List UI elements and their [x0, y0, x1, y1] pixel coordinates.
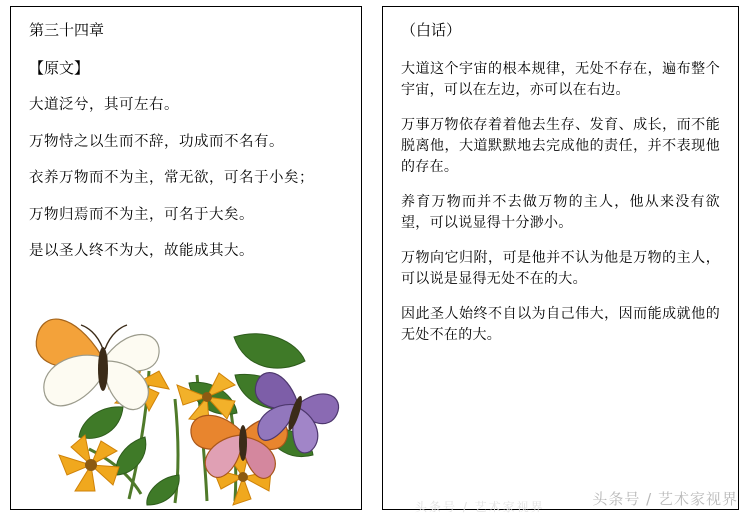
verse-line: 是以圣人终不为大，故能成其大。: [29, 243, 254, 260]
watermark: 头条号 / 艺术家视界: [592, 490, 738, 508]
vernacular-text-label: （白话）: [401, 21, 462, 39]
paragraph: 万事万物依存着着他去生存、发育、成长，而不能脱离他，大道默默地去完成他的责任，并不表现他的存在。: [401, 116, 720, 175]
verse-line: 万物归焉而不为主，可名于大矣。: [29, 206, 254, 223]
original-text-label: 【原文】: [29, 58, 90, 77]
paragraph: 万物向它归附，可是他并不认为他是万物的主人，可以说是显得无处不在的大。: [401, 249, 720, 287]
verse-line: 万物恃之以生而不辞，功成而不名有。: [29, 133, 284, 150]
right-page-content: [383, 7, 738, 509]
left-page: [10, 6, 362, 510]
left-page-content: [11, 7, 361, 509]
verse-line: 大道泛兮，其可左右。: [29, 97, 179, 113]
right-page: [382, 6, 739, 510]
paragraph: 大道这个宇宙的根本规律，无处不存在，遍布整个宇宙，可以在左边，亦可以在右边。: [401, 60, 720, 98]
white-butterfly: [36, 319, 159, 409]
chapter-title: 第三十四章: [29, 21, 105, 39]
verse-line: 衣养万物而不为主，常无欲，可名于小矣；: [29, 170, 314, 187]
butterflies-and-yellow-flowers-illustration: [29, 279, 341, 509]
paragraph: 因此圣人始终不自以为自己伟大，因而能成就他的无处不在的大。: [401, 305, 720, 343]
watermark-faint: 头条号 / 艺术家视界: [415, 500, 545, 514]
paragraph: 养育万物而并不去做万物的主人，他从来没有欲望，可以说显得十分渺小。: [401, 193, 720, 231]
